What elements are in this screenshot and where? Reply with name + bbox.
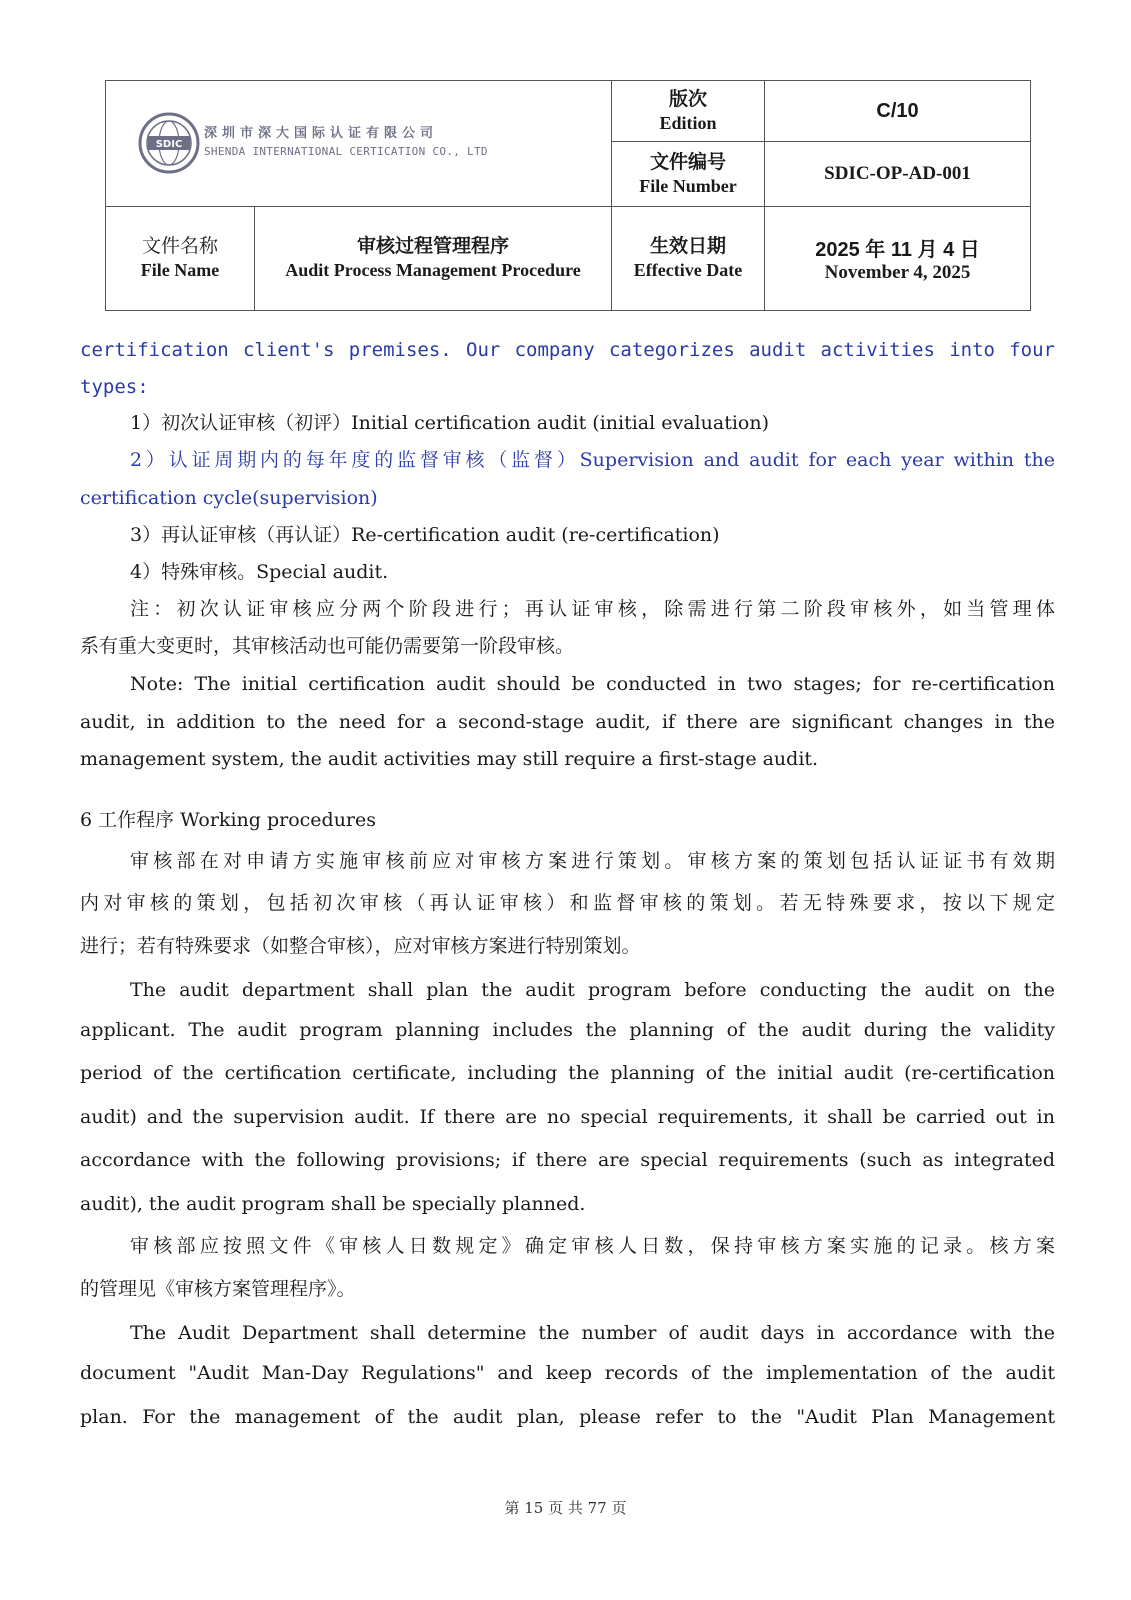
section-heading: 6 工作程序 Working procedures [80,809,377,831]
paragraph-en: plan. For the management of the audit plan, please refer to the "Audit Plan Management [80,1406,1055,1428]
effective-date-value-en: November 4, 2025 [824,261,971,283]
file-number-label-cell [612,142,765,206]
paragraph-cn: 进行；若有特殊要求（如整合审核），应对审核方案进行特别策划。 [80,935,641,957]
list-item-4: 4）特殊审核。Special audit. [130,561,389,583]
edition-value-cell [765,81,1031,142]
note-en: Note: The initial certification audit should be conducted in two stages; for re-certification [130,673,1055,695]
effective-date-value-cn: 2025 年 11 月 4 日 [815,238,980,261]
note-cn-cont: 系有重大变更时，其审核活动也可能仍需要第一阶段审核。 [80,635,575,657]
document-title-cn: 审核过程管理程序 [357,235,510,258]
edition-value: C/10 [876,99,919,122]
company-logo-icon [138,112,200,174]
effective-date-label-cell [612,206,765,310]
paragraph-en: accordance with the following provisions; if there are special requirements (such as integrated [80,1149,1055,1171]
edition-label-cn: 版次 [669,88,708,111]
paragraph-en: applicant. The audit program planning includes the planning of the audit during the validity [80,1019,1055,1041]
page-number-footer: 第 15 页 共 77 页 [504,1499,627,1517]
paragraph-en: document "Audit Man-Day Regulations" and keep records of the implementation of the audit [80,1362,1055,1384]
paragraph-cn: 内对审核的策划，包括初次审核（再认证审核）和监督审核的策划。若无特殊要求，按以下规定 [80,892,1055,914]
file-number-label-cn: 文件编号 [650,150,727,173]
effective-date-label-cn: 生效日期 [650,235,727,258]
company-logo-cell [106,81,612,207]
edition-label-cell [612,81,765,142]
paragraph-cn: 审核部应按照文件《审核人日数规定》确定审核人日数，保持审核方案实施的记录。核方案 [130,1235,1055,1257]
paragraph-en: audit) and the supervision audit. If there are no special requirements, it shall be carried out in [80,1106,1055,1128]
paragraph-cn: 的管理见《审核方案管理程序》。 [80,1278,356,1300]
list-item-3: 3）再认证审核（再认证）Re-certification audit (re-certification) [130,524,720,546]
body-line: certification client's premises. Our company categorizes audit activities into four [80,339,1055,361]
company-name-en: SHENDA INTERNATIONAL CERTICATION CO., LTD [204,145,488,159]
list-item-2: 2）认证周期内的每年度的监督审核（监督）Supervision and audit for each year within the [130,449,1055,471]
file-name-label-en: File Name [140,260,220,281]
logo-abbr: SDIC [155,139,183,151]
file-name-label-cell [106,206,255,310]
paragraph-en: audit), the audit program shall be specially planned. [80,1193,586,1215]
list-item-1: 1）初次认证审核（初评）Initial certification audit (initial evaluation) [130,412,769,434]
note-cn: 注：初次认证审核应分两个阶段进行；再认证审核，除需进行第二阶段审核外，如当管理体 [130,598,1055,620]
edition-label-en: Edition [659,113,717,134]
note-en-cont: management system, the audit activities may still require a first-stage audit. [80,748,819,770]
note-en-cont: audit, in addition to the need for a second-stage audit, if there are significant changes in the [80,711,1055,733]
company-name-cn: 深圳市深大国际认证有限公司 [204,126,439,142]
document-title-en: Audit Process Management Procedure [285,260,581,281]
list-item-2-cont: certification cycle(supervision) [80,487,378,509]
paragraph-en: The audit department shall plan the audit program before conducting the audit on the [130,979,1055,1001]
effective-date-value-cell [765,206,1031,310]
paragraph-en: period of the certification certificate, including the planning of the initial audit (re-certification [80,1062,1055,1084]
file-name-label-cn: 文件名称 [141,235,218,258]
file-number-value-cell [765,142,1031,206]
body-line: types: [80,376,149,398]
file-number-value: SDIC-OP-AD-001 [824,162,971,184]
effective-date-label-en: Effective Date [633,260,743,281]
paragraph-cn: 审核部在对申请方实施审核前应对审核方案进行策划。审核方案的策划包括认证证书有效期 [130,850,1055,872]
document-title-cell [255,206,612,310]
paragraph-en: The Audit Department shall determine the number of audit days in accordance with the [130,1322,1055,1344]
file-number-label-en: File Number [639,175,737,196]
document-header-table [105,80,1031,311]
